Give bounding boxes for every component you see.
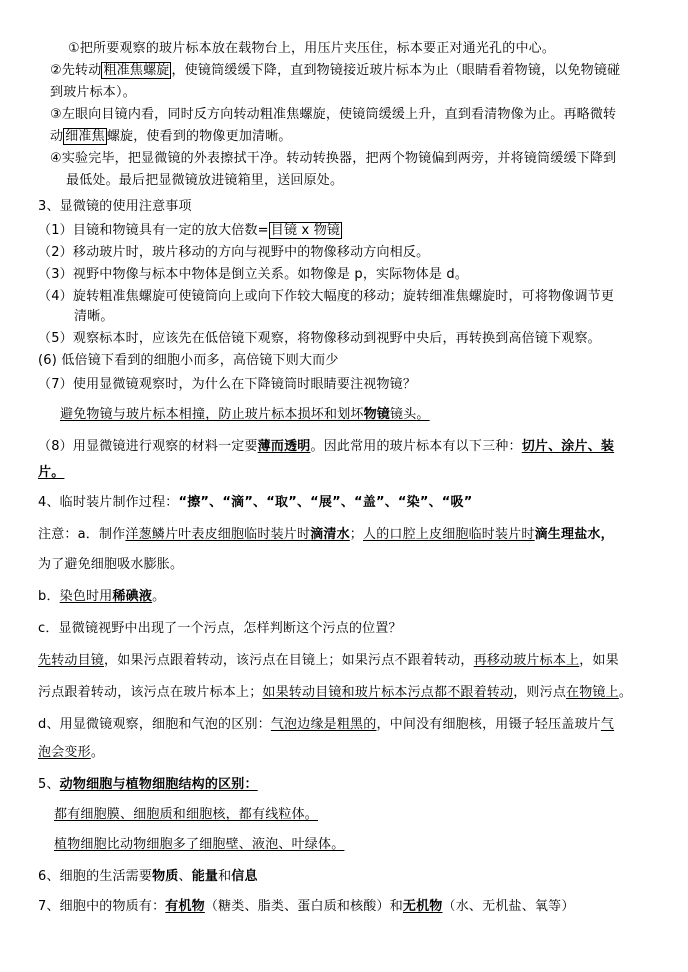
note-8-line-2: 片。 (38, 465, 65, 480)
note-4-line-1: （4）旋转粗准焦螺旋可使镜筒向上或向下作较大幅度的移动；旋转细准焦螺旋时，可将物像调节更 (38, 289, 615, 304)
underlined-text: 气泡边缘是粗黑的 (270, 717, 377, 732)
bold-term: 物质 (152, 869, 179, 884)
section-3-title: 3、显微镜的使用注意事项 (38, 199, 192, 214)
text: 。 (152, 589, 166, 604)
section-7 (38, 898, 575, 916)
note-7-answer (60, 406, 430, 424)
underlined-text: 气 (600, 717, 615, 732)
note-4-line-2: 清晰。 (74, 309, 114, 324)
note-1 (38, 222, 342, 240)
text: 7、细胞中的物质有： (38, 899, 166, 914)
step-2-line-2: 到玻片标本）。 (50, 85, 136, 100)
text: 污点跟着转动，该污点在玻片标本上； (38, 685, 263, 700)
bold-term: 物镜 (363, 407, 391, 422)
text: ； (349, 527, 363, 542)
text: 。 (618, 685, 633, 700)
underlined-text: 再移动玻片标本上 (473, 653, 580, 668)
bold-term: 滴生理盐水， (534, 527, 614, 542)
text: ，则污点 (513, 685, 567, 700)
note-6: (6) 低倍镜下看到的细胞小而多，高倍镜下则大而少 (38, 353, 339, 368)
section-5-point-1: 都有细胞膜、细胞质和细胞核，都有线粒体。 (54, 807, 319, 822)
text: 。因此常用的玻片标本有以下三种： (310, 439, 522, 454)
note-c-question: c．显微镜视野中出现了一个污点，怎样判断这个污点的位置？ (38, 621, 402, 636)
bold-term: 信息 (231, 869, 258, 884)
note-c-line-2 (38, 684, 632, 702)
text: （糖类、脂类、蛋白质和核酸）和 (204, 899, 403, 914)
section-4-title (38, 494, 473, 512)
underlined-text: 先转动目镜 (38, 653, 105, 668)
text: ，中间没有细胞核，用镊子轻压盖玻片 (376, 717, 601, 732)
text: ，如果 (579, 653, 619, 668)
underlined-text: 染色时用 (59, 589, 113, 604)
step-4-line-1: ④实验完毕，把显微镜的外表擦拭干净。转动转换器，把两个物镜偏到两旁，并将镜筒缓缓下降到 (50, 151, 617, 166)
text: 。 (416, 407, 430, 422)
text: ②先转动 (50, 63, 102, 78)
text: 。 (90, 745, 105, 760)
note-b (38, 588, 165, 606)
text: 、 (178, 869, 192, 884)
section-6 (38, 868, 258, 886)
note-a-line-2: 为了避免细胞吸水膨胀。 (38, 557, 184, 572)
boxed-term: 粗准焦螺旋 (103, 63, 170, 78)
bold-term: 稀碘液 (112, 589, 153, 604)
bold-term: 能量 (191, 869, 219, 884)
underlined-text: 洋葱鳞片叶表皮细胞临时装片时 (125, 527, 311, 542)
boxed-term: 细准焦 (65, 129, 105, 144)
step-1: ①把所要观察的玻片标本放在载物台上，用压片夹压住，标本要正对通光孔的中心。 (68, 41, 556, 56)
step-2-line-1 (50, 62, 620, 80)
text: 避免物镜与玻片标本相撞，防止玻片标本损坏和划坏 (60, 407, 364, 422)
underlined-text: 人的口腔上皮细胞临时装片时 (363, 527, 535, 542)
note-d-line-2 (38, 744, 104, 762)
steps: “擦”、“滴”、“取”、“展”、“盖”、“染”、“吸” (178, 495, 473, 510)
bold-term: 有机物 (165, 899, 205, 914)
text: 4、临时装片制作过程： (38, 495, 179, 510)
underlined-text: 如果转动目镜和玻片标本污点都不跟着转动 (262, 685, 514, 700)
note-3: （3）视野中物像与标本中物体是倒立关系。如物像是 p，实际物体是 d。 (38, 267, 469, 282)
text: 螺旋，使看到的物像更加清晰。 (106, 129, 292, 144)
underlined-text: 泡会变形 (38, 745, 91, 760)
step-3-line-1: ③左眼向目镜内看，同时反方向转动粗准焦螺旋，使镜筒缓缓上升，直到看清物像为止。再略微转 (50, 107, 617, 122)
note-7-question: （7）使用显微镜观察时，为什么在下降镜筒时眼睛要注视物镜？ (38, 377, 417, 392)
note-c-line-1 (38, 652, 619, 670)
bold-term: 无机物 (402, 899, 443, 914)
text: ，使镜筒缓缓下降，直到物镜接近玻片标本为止（眼睛看着物镜，以免物镜碰 (171, 63, 621, 78)
step-3-line-2 (50, 128, 292, 146)
text: 6、细胞的生活需要 (38, 869, 153, 884)
step-4-line-2: 最低处。最后把显微镜放进镜箱里，送回原处。 (66, 173, 344, 188)
section-5-point-2: 植物细胞比动物细胞多了细胞壁、液泡、叶绿体。 (54, 837, 345, 852)
note-5: （5）观察标本时，应该先在低倍镜下观察，将物像移动到视野中央后，再转换到高倍镜下观察。 (38, 331, 601, 346)
text: （8）用显微镜进行观察的材料一定要 (38, 439, 258, 454)
note-2: （2）移动玻片时，玻片移动的方向与视野中的物像移动方向相反。 (38, 245, 430, 260)
text: 和 (218, 869, 232, 884)
note-8-line-1 (38, 438, 614, 456)
text: 动 (50, 129, 64, 144)
bold-term: 滴清水 (310, 527, 350, 542)
text: ，如果污点跟着转动，该污点在目镜上；如果污点不跟着转动， (104, 653, 474, 668)
section-5-heading: 动物细胞与植物细胞结构的区别： (59, 777, 258, 792)
text: 注意：a．制作 (38, 527, 126, 542)
bold-term: 薄而透明 (257, 439, 311, 454)
text: 5、 (38, 777, 60, 792)
text: 镜头 (390, 407, 417, 422)
boxed-formula: 目镜 x 物镜 (270, 223, 341, 238)
note-a-line-1 (38, 526, 614, 544)
text: （水、无机盐、氧等） (442, 899, 575, 914)
text: b． (38, 589, 60, 604)
underlined-text: 在物镜上 (566, 685, 619, 700)
text: （1）目镜和物镜具有一定的放大倍数= (38, 223, 269, 238)
note-d-line-1 (38, 716, 614, 734)
section-5-title (38, 776, 258, 794)
slide-types: 切片、涂片、装 (521, 439, 615, 454)
text: d、用显微镜观察，细胞和气泡的区别： (38, 717, 271, 732)
